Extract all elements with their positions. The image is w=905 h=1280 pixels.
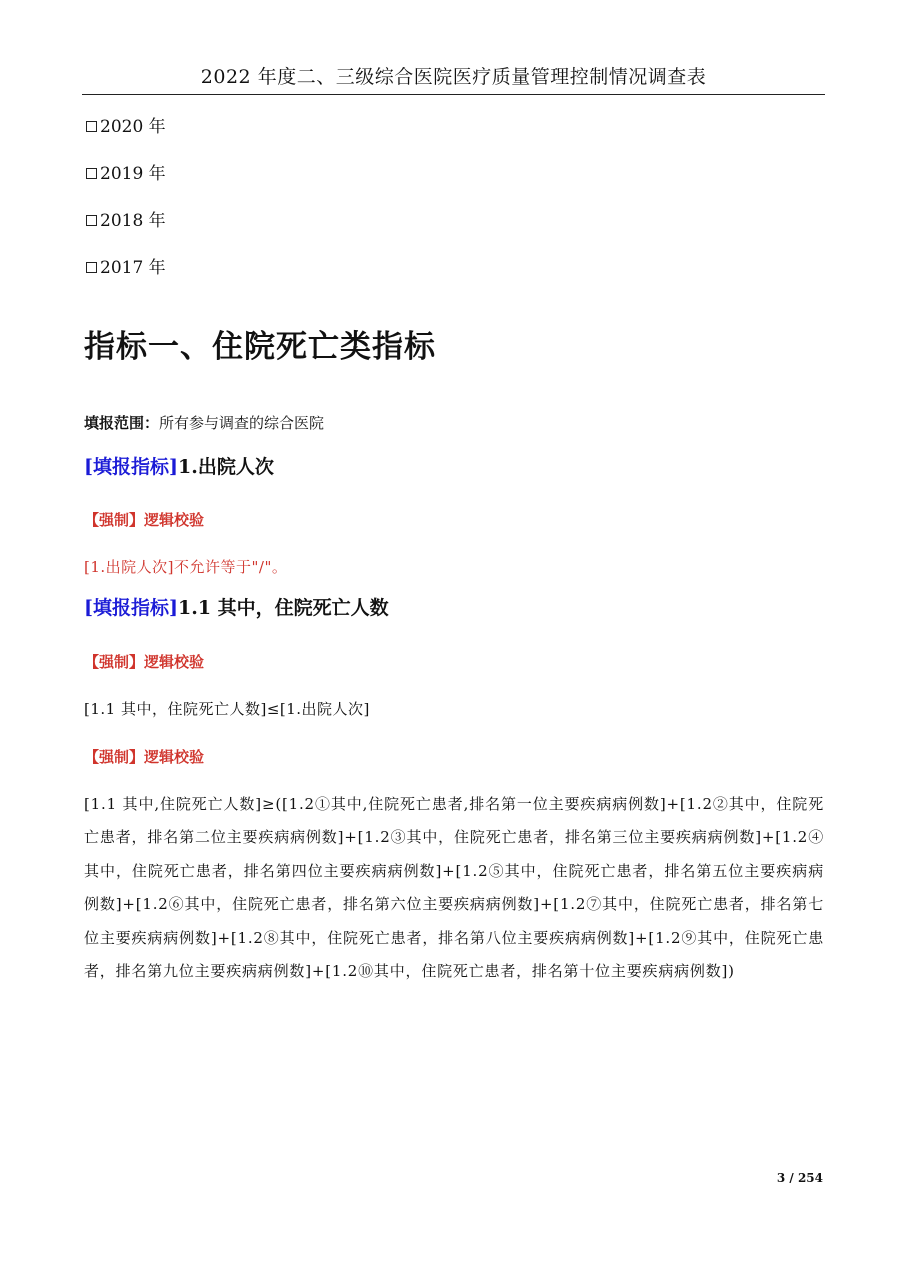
indicator-heading-1-1	[84, 593, 389, 623]
fill-scope	[84, 411, 324, 435]
indicator-name: 1.出院人次	[177, 456, 274, 478]
forced-check-label: 【强制】逻辑校验	[84, 748, 205, 766]
forced-check-label: 【强制】逻辑校验	[84, 653, 205, 671]
checkbox-icon[interactable]	[86, 121, 97, 132]
checkbox-icon[interactable]	[86, 215, 97, 226]
year-option-label: 2017 年	[100, 258, 166, 278]
year-option-label: 2020 年	[100, 117, 166, 137]
page-header	[82, 60, 825, 95]
year-option-2017[interactable]	[85, 255, 166, 302]
year-option-2019[interactable]	[85, 161, 166, 208]
page-number: 3 / 254	[776, 1171, 823, 1185]
check-rule: [1.1 其中，住院死亡人数]≤[1.出院人次]	[84, 700, 370, 718]
indicator-heading-1	[84, 452, 274, 482]
checkbox-icon[interactable]	[86, 262, 97, 273]
indicator-name: 1.1 其中，住院死亡人数	[177, 597, 389, 619]
document-title: 2022 年度二、三级综合医院医疗质量管理控制情况调查表	[200, 66, 707, 88]
fill-scope-label: 填报范围：	[84, 414, 160, 432]
year-option-label: 2018 年	[100, 211, 166, 231]
year-option-2018[interactable]	[85, 208, 166, 255]
year-option-2020[interactable]	[85, 114, 166, 161]
year-option-label: 2019 年	[100, 164, 166, 184]
check-rule: [1.出院人次]不允许等于"/"。	[84, 558, 288, 576]
forced-check-label: 【强制】逻辑校验	[84, 511, 205, 529]
section-title: 指标一、住院死亡类指标	[84, 329, 436, 365]
fill-scope-value: 所有参与调查的综合医院	[159, 414, 325, 432]
check-rule: [1.1 其中,住院死亡人数]≥([1.2①其中,住院死亡患者,排名第一位主要疾病病例数]+[1.2②其中，住院死亡患者，排名第二位主要疾病病例数]+[1.2③其中，住院死亡患者，排名第三位主要疾病病例数]+[1.2④其中，住院死亡患者，排名第四位主要疾病病例数]+[1.2⑤其中，住院死亡患者，排名第五位主要疾病病例数]+[1.2⑥其中，住院死亡患者，排名第六位主要疾病病例数]+[1.2⑦其中，住院死亡患者，排名第七位主要疾病病例数]+[1.2⑧其中，住院死亡患者，排名第八位主要疾病病例数]+[1.2⑨其中，住院死亡患者，排名第九位主要疾病病例数]+[1.2⑩其中，住院死亡患者，排名第十位主要疾病病例数])	[84, 795, 824, 981]
year-options	[85, 114, 166, 302]
indicator-tag: [填报指标]	[84, 456, 178, 478]
indicator-tag: [填报指标]	[84, 597, 178, 619]
checkbox-icon[interactable]	[86, 168, 97, 179]
